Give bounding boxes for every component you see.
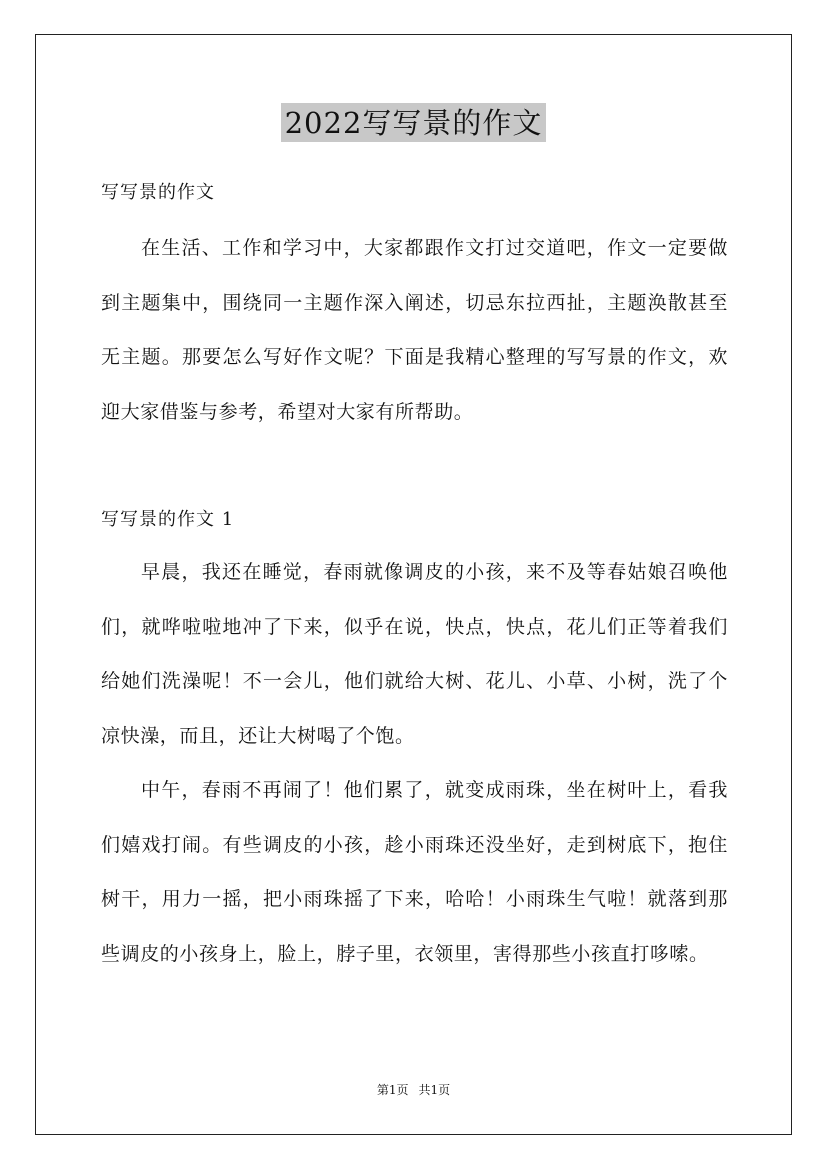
page-footer bbox=[0, 1082, 827, 1098]
document-title-text: 2022写写景的作文 bbox=[281, 103, 547, 142]
page-total: 共1页 bbox=[418, 1083, 451, 1097]
section-heading: 写写景的作文 1 bbox=[101, 509, 235, 530]
document-subtitle: 写写景的作文 bbox=[101, 182, 215, 203]
body-paragraph: 早晨，我还在睡觉，春雨就像调皮的小孩，来不及等春姑娘召唤他们，就哗啦啦地冲了下来，似乎在说，快点，快点，花儿们正等着我们给她们洗澡呢！不一会儿，他们就给大树、花儿、小草、小树，洗了个凉快澡，而且，还让大树喝了个饱。 bbox=[101, 561, 728, 747]
page-number: 第1页 bbox=[376, 1083, 409, 1097]
document-title bbox=[0, 103, 827, 142]
intro-paragraph: 在生活、工作和学习中，大家都跟作文打过交道吧，作文一定要做到主题集中，围绕同一主题作深入阐述，切忌东拉西扯，主题涣散甚至无主题。那要怎么写好作文呢？下面是我精心整理的写写景的作文，欢迎大家借鉴与参考，希望对大家有所帮助。 bbox=[101, 237, 728, 423]
body-paragraph: 中午，春雨不再闹了！他们累了，就变成雨珠，坐在树叶上，看我们嬉戏打闹。有些调皮的小孩，趁小雨珠还没坐好，走到树底下，抱住树干，用力一摇，把小雨珠摇了下来，哈哈！小雨珠生气啦！就落到那些调皮的小孩身上，脸上，脖子里，衣领里，害得那些小孩直打哆嗦。 bbox=[101, 779, 728, 965]
